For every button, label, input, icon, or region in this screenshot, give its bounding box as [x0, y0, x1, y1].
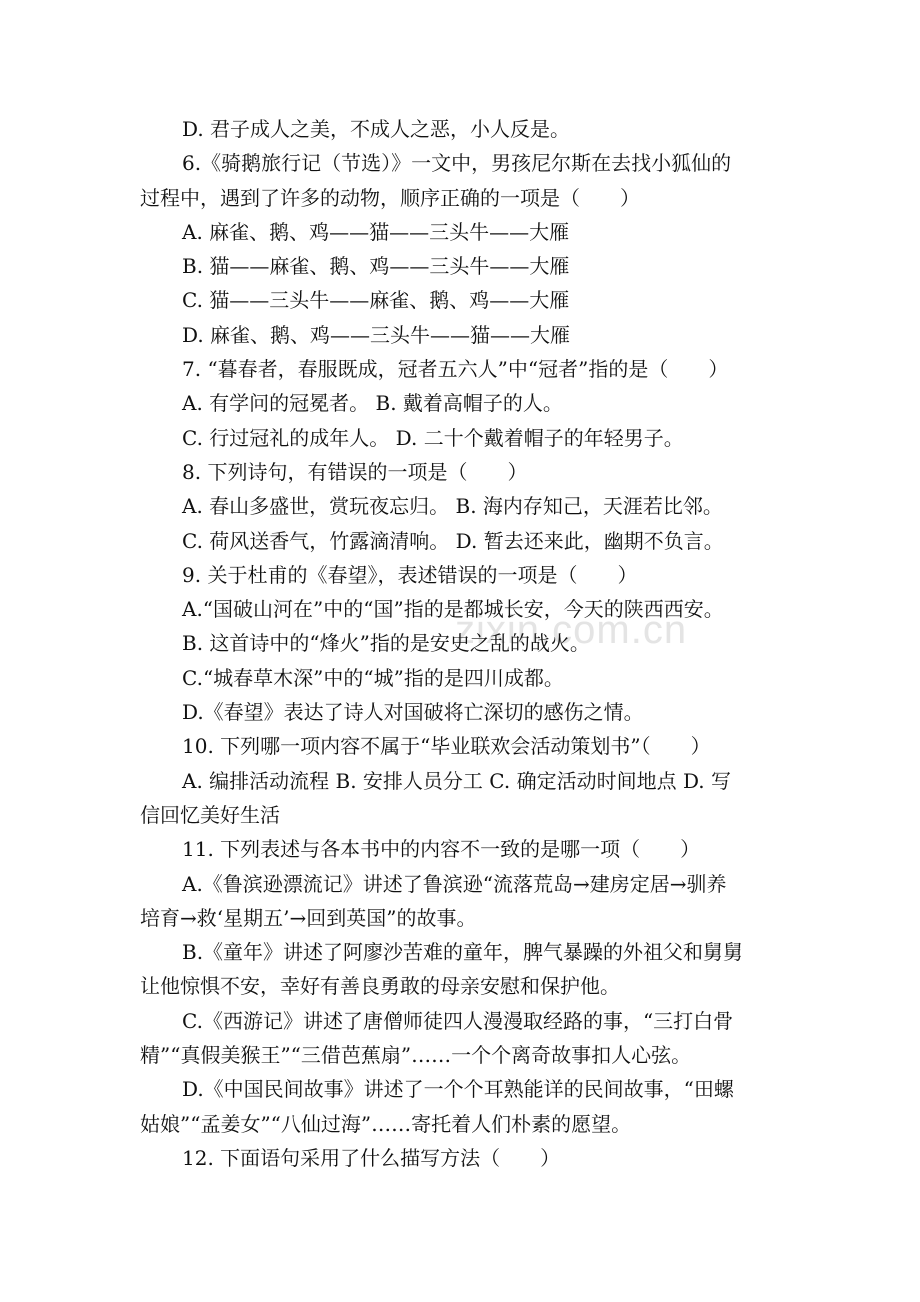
text-line: B.《童年》讲述了阿廖沙苦难的童年，脾气暴躁的外祖父和舅舅 [182, 940, 744, 965]
text-line: 精”“真假美猴王”“三借芭蕉扇”……一个个离奇故事扣人心弦。 [140, 1043, 692, 1068]
text-line: A. 编排活动流程 B. 安排人员分工 C. 确定活动时间地点 D. 写 [182, 768, 731, 793]
text-line: 10. 下列哪一项内容不属于“毕业联欢会活动策划书”（ ） [182, 734, 711, 759]
text-line: A. 春山多盛世，赏玩夜忘归。 B. 海内存知己，天涯若比邻。 [182, 494, 723, 519]
text-line: B. 这首诗中的“烽火”指的是安史之乱的战火。 [182, 631, 590, 656]
text-line: D. 君子成人之美，不成人之恶，小人反是。 [182, 117, 571, 141]
text-line: C.“城春草木深”中的“城”指的是四川成都。 [182, 665, 564, 690]
text-line: D.《中国民间故事》讲述了一个个耳熟能详的民间故事，“田螺 [182, 1077, 734, 1102]
text-line: 过程中，遇到了许多的动物，顺序正确的一项是（ ） [140, 185, 640, 210]
text-line: 12. 下面语句采用了什么描写方法（ ） [182, 1145, 561, 1170]
text-line: 7. “暮春者，春服既成，冠者五六人”中“冠者”指的是（ ） [182, 357, 729, 382]
text-line: C.《西游记》讲述了唐僧师徒四人漫漫取经路的事，“三打白骨 [182, 1008, 734, 1033]
text-line: D.《春望》表达了诗人对国破将亡深切的感伤之情。 [182, 700, 644, 725]
text-line: D. 麻雀、鹅、鸡——三头牛——猫——大雁 [182, 322, 571, 347]
text-line: C. 荷风送香气，竹露滴清响。 D. 暂去还来此，幽期不负言。 [182, 528, 724, 553]
text-line: 9. 关于杜甫的《春望》，表述错误的一项是（ ） [182, 562, 638, 587]
text-line: 6.《骑鹅旅行记（节选）》一文中，男孩尼尔斯在去找小狐仙的 [182, 151, 732, 176]
watermark: zixin.com.cn [455, 608, 688, 652]
text-line: C. 猫——三头牛——麻雀、鹅、鸡——大雁 [182, 288, 570, 313]
exam-text-body [140, 112, 782, 1175]
text-line: C. 行过冠礼的成年人。 D. 二十个戴着帽子的年轻男子。 [182, 425, 684, 450]
text-line: 姑娘”“孟姜女”“八仙过海”……寄托着人们朴素的愿望。 [140, 1111, 632, 1136]
text-line: A.《鲁滨逊漂流记》讲述了鲁滨逊“流落荒岛→建房定居→驯养 [182, 871, 727, 896]
text-line: 培育→救‘星期五’→回到英国”的故事。 [140, 905, 477, 930]
text-line: 8. 下列诗句，有错误的一项是（ ） [182, 459, 528, 484]
text-line: B. 猫——麻雀、鹅、鸡——三头牛——大雁 [182, 254, 570, 279]
text-line: A.“国破山河在”中的“国”指的是都城长安，今天的陕西西安。 [182, 597, 724, 622]
text-line: A. 有学问的冠冕者。 B. 戴着高帽子的人。 [182, 391, 563, 416]
text-line: 让他惊惧不安，幸好有善良勇敢的母亲安慰和保护他。 [140, 974, 620, 999]
text-line: 11. 下列表述与各本书中的内容不一致的是哪一项（ ） [182, 837, 701, 862]
text-line: A. 麻雀、鹅、鸡——猫——三头牛——大雁 [182, 219, 570, 244]
text-line: 信回忆美好生活 [140, 802, 280, 827]
